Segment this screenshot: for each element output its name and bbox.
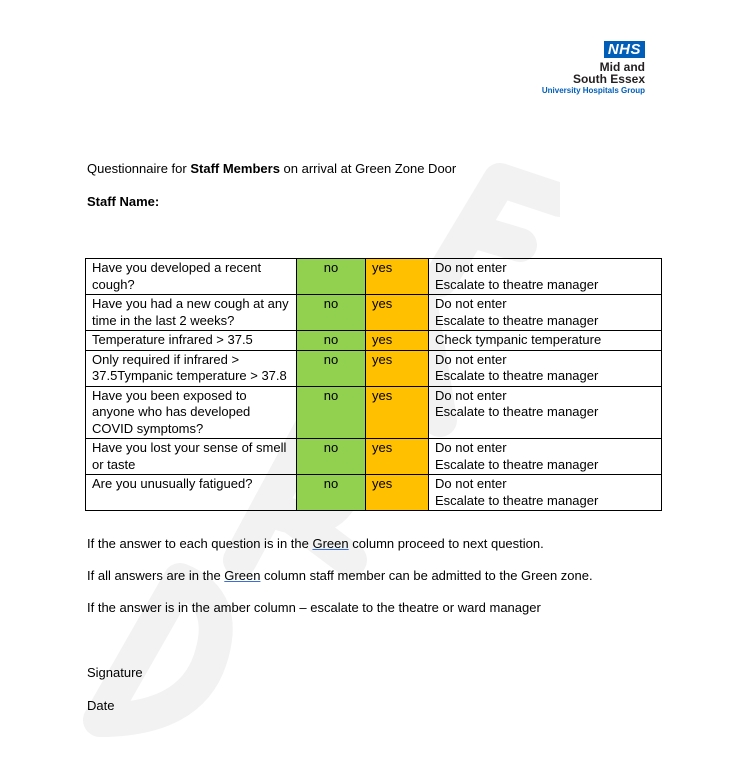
action-cell (429, 331, 662, 351)
signature-label: Signature (87, 665, 143, 680)
action-line-2: Escalate to theatre manager (435, 456, 599, 472)
table-row (86, 259, 662, 295)
no-answer-cell: no (297, 386, 366, 439)
question-cell: Are you unusually fatigued? (86, 475, 297, 511)
table-row (86, 475, 662, 511)
table-row (86, 331, 662, 351)
action-line-1: Do not enter (435, 296, 507, 311)
yes-answer-cell: yes (366, 439, 429, 475)
question-cell: Have you lost your sense of smell or taste (86, 439, 297, 475)
table-row (86, 295, 662, 331)
question-cell: Temperature infrared > 37.5 (86, 331, 297, 351)
staff-name-label: Staff Name: (87, 194, 160, 209)
yes-answer-cell: yes (366, 475, 429, 511)
question-cell: Have you developed a recent cough? (86, 259, 297, 295)
yes-answer-cell: yes (366, 295, 429, 331)
no-answer-cell: no (297, 295, 366, 331)
nhs-logo-box: NHS (604, 41, 645, 58)
no-answer-cell: no (297, 331, 366, 351)
action-cell (429, 350, 662, 386)
no-answer-cell: no (297, 475, 366, 511)
action-cell (429, 259, 662, 295)
action-line-1: Do not enter (435, 476, 507, 491)
instruction-line-1: If the answer to each question is in the Green column proceed to next question. (87, 536, 544, 551)
question-cell: Only required if infrared > 37.5Tympanic temperature > 37.8 (86, 350, 297, 386)
action-line-2: Escalate to theatre manager (435, 404, 599, 419)
yes-answer-cell: yes (366, 350, 429, 386)
action-line-2: Escalate to theatre manager (435, 368, 599, 383)
action-cell (429, 295, 662, 331)
instruction-line-3: If the answer is in the amber column – escalate to the theatre or ward manager (87, 600, 541, 615)
no-answer-cell: no (297, 439, 366, 475)
instruction-line-2: If all answers are in the Green column staff member can be admitted to the Green zone. (87, 568, 593, 583)
action-cell (429, 439, 662, 475)
action-line-1: Do not enter (435, 351, 507, 367)
table-row (86, 386, 662, 439)
action-line-1: Do not enter (435, 260, 507, 275)
logo-line-2: South Essex (572, 72, 645, 86)
action-line-1: Check tympanic temperature (435, 332, 602, 347)
table-row (86, 439, 662, 475)
action-line-2: Escalate to theatre manager (435, 312, 599, 328)
logo-line-3: University Hospitals Group (541, 86, 645, 95)
logo-line-1: Mid and (599, 60, 645, 74)
yes-answer-cell: yes (366, 331, 429, 351)
date-label: Date (87, 698, 115, 713)
action-line-2: Escalate to theatre manager (435, 492, 599, 508)
action-line-2: Escalate to theatre manager (435, 276, 599, 292)
question-cell: Have you been exposed to anyone who has developed COVID symptoms? (86, 386, 297, 439)
nhs-logo (542, 41, 645, 96)
questionnaire-table (85, 258, 662, 511)
action-line-1: Do not enter (435, 440, 507, 455)
page-title: Questionnaire for Staff Members on arrival at Green Zone Door (87, 161, 457, 176)
action-cell (429, 475, 662, 511)
yes-answer-cell: yes (366, 259, 429, 295)
question-cell: Have you had a new cough at any time in the last 2 weeks? (86, 295, 297, 331)
no-answer-cell: no (297, 259, 366, 295)
action-line-1: Do not enter (435, 387, 507, 403)
no-answer-cell: no (297, 350, 366, 386)
action-cell (429, 386, 662, 439)
yes-answer-cell: yes (366, 386, 429, 439)
table-row (86, 350, 662, 386)
